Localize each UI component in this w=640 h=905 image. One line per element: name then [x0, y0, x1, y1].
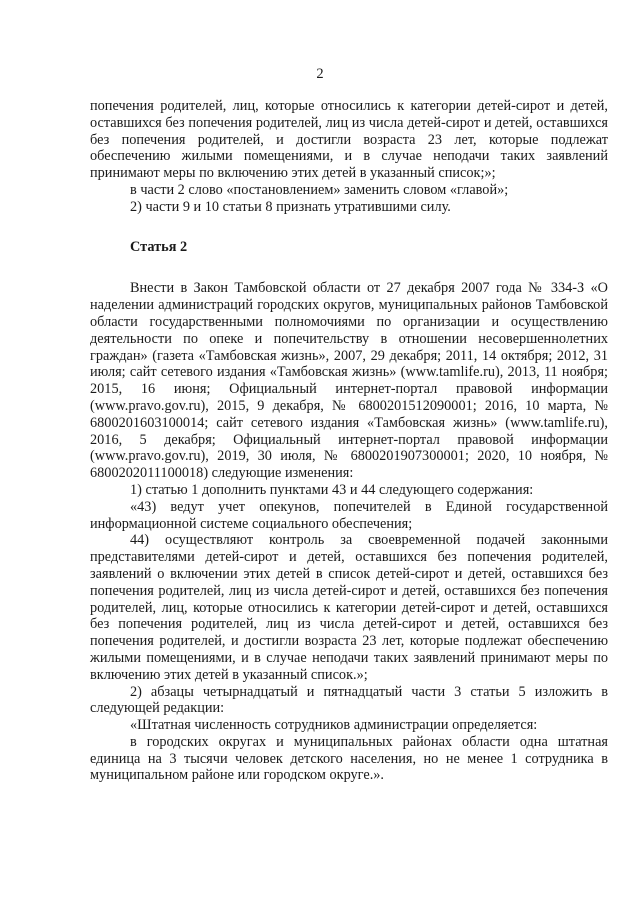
paragraph: попечения родителей, лиц, которые относились к категории детей-сирот и детей, оставшихся без попечения родителей, лиц из числа детей-сирот и детей, оставшихся без попечения родителей, и достигли возраста 23 лет, которые подлежат обеспечению жилыми помещениями, и в случае неподачи таких заявлений принимают меры по включению этих детей в указанный список;»;	[90, 98, 608, 182]
document-body	[90, 98, 608, 784]
page-number: 2	[316, 66, 324, 82]
paragraph: 2) абзацы четырнадцатый и пятнадцатый части 3 статьи 5 изложить в следующей редакции:	[90, 683, 608, 717]
paragraph: в части 2 слово «постановлением» заменить словом «главой»;	[130, 181, 509, 198]
paragraph: 1) статью 1 дополнить пунктами 43 и 44 следующего содержания:	[130, 481, 534, 498]
paragraph: в городских округах и муниципальных районах области одна штатная единица на 3 тысячи человек детского населения, но не менее 1 сотрудника в муниципальном районе или городском округе.».	[90, 733, 608, 784]
paragraph: Внести в Закон Тамбовской области от 27 декабря 2007 года № 334-З «О наделении администраций городских округов, муниципальных районов Тамбовской области государственными полномочиями по организации и осуществлению деятельности по опеке и попечительству в отношении несовершеннолетних граждан» (газета «Тамбовская жизнь», 2007, 29 декабря; 2011, 14 октября; 2012, 31 июля; сайт сетевого издания «Тамбовская жизнь» (www.tamlife.ru), 2013, 11 ноября; 2015, 16 июня; Официальный интернет-портал правовой информации (www.pravo.gov.ru), 2015, 9 декабря, № 6800201512090001; 2016, 10 марта, № 6800201603100014; сайт сетевого издания «Тамбовская жизнь» (www.tamlife.ru), 2016, 5 декабря; Официальный интернет-портал правовой информации (www.pravo.gov.ru), 2019, 30 июля, № 6800201907300001; 2020, 10 ноября, № 6800202011100018) следующие изменения:	[90, 280, 608, 482]
article-title: Статья 2	[130, 238, 188, 255]
paragraph: 2) части 9 и 10 статьи 8 признать утратившими силу.	[130, 198, 451, 215]
spacer	[90, 255, 608, 280]
paragraph: «43) ведут учет опекунов, попечителей в Единой государственной информационной системе социального обеспечения;	[90, 498, 608, 532]
spacer	[90, 216, 608, 239]
paragraph: «Штатная численность сотрудников администрации определяется:	[130, 717, 538, 734]
paragraph: 44) осуществляют контроль за своевременной подачей законными представителями детей-сирот и детей, оставшихся без попечения родителей, заявлений о включении этих детей в список детей-сирот и детей, оставшихся без попечения родителей, лиц из числа детей-сирот и детей, оставшихся без попечения родителей, лиц, которые относились к категории детей-сирот и детей, оставшихся без попечения родителей, лиц из числа детей-сирот и детей, оставшихся без попечения родителей, и достигли возраста 23 лет, которые подлежат обеспечению жилыми помещениями, и в случае неподачи таких заявлений принимают меры по включению этих детей в указанный список.»;	[90, 532, 608, 683]
